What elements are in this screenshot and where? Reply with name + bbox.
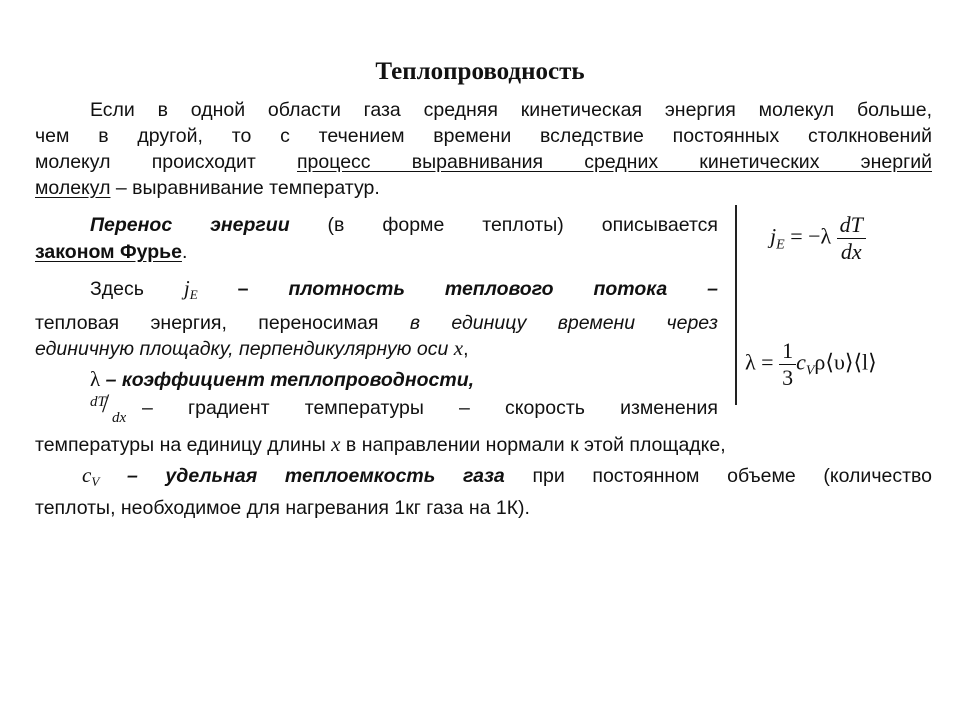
paragraph-3-line-1 xyxy=(90,276,718,307)
fraction-numerator: dT xyxy=(837,212,866,239)
formula-fraction xyxy=(779,338,796,391)
gradient-slash: / xyxy=(102,389,110,418)
italic-phrase: единичную площадку, перпендикулярную оси xyxy=(35,338,449,360)
bold-italic-phrase: плотность теплового потока – xyxy=(288,278,719,300)
paragraph-1-line-2 xyxy=(35,124,932,148)
formula-j: j xyxy=(770,223,777,249)
symbol-subscript: V xyxy=(91,474,100,489)
fraction-numerator: 1 xyxy=(779,338,796,365)
symbol-cV xyxy=(82,463,99,487)
paragraph-2-line-2 xyxy=(35,240,187,264)
italic-phrase: в единицу времени через xyxy=(409,312,718,334)
paragraph-6-line-1 xyxy=(82,463,932,494)
paragraph-5-line-2 xyxy=(35,432,726,457)
bold-italic-phrase: – удельная теплоемкость газа xyxy=(126,465,505,487)
formula-equals: = xyxy=(761,349,774,375)
text-span: – градиент температуры – скорость изменения xyxy=(142,397,718,419)
formula-lambda: λ xyxy=(745,349,756,375)
fraction-denominator: 3 xyxy=(782,365,794,390)
paragraph-1-line-3 xyxy=(35,150,932,174)
text-span: в направлении нормали к этой площадке, xyxy=(345,434,726,456)
text-span: при постоянном объеме (количество xyxy=(532,465,932,487)
fourier-law-link-text: законом Фурье xyxy=(35,241,182,263)
paragraph-2-line-1 xyxy=(90,213,718,237)
symbol-j: j xyxy=(183,276,190,300)
text-span: молекул происходит xyxy=(35,151,256,173)
text-span: Здесь xyxy=(90,278,144,300)
text-span: температуры на единицу длины xyxy=(35,434,326,456)
formula-subscript: V xyxy=(805,363,815,379)
fourier-law-formula xyxy=(770,212,866,265)
formula-rest: ρ⟨υ⟩⟨l⟩ xyxy=(814,349,877,375)
paragraph-1-line-4 xyxy=(35,176,380,200)
paragraph-5-line-1 xyxy=(90,389,718,426)
text-span: чем в другой, то с течением времени вследствие постоянных столкновений xyxy=(35,125,932,147)
bold-italic-phrase: Перенос энергии xyxy=(90,214,290,236)
paragraph-1-line-1 xyxy=(90,98,932,122)
text-span: Если в одной области газа средняя кинетическая энергия молекул больше, xyxy=(90,99,932,121)
text-span: . xyxy=(181,241,188,263)
page-title: Теплопроводность xyxy=(375,58,585,85)
conductivity-formula xyxy=(745,338,877,391)
underlined-phrase: процесс выравнивания средних кинетических энергий xyxy=(297,151,932,173)
text-span: тепловая энергия, переносимая xyxy=(35,312,379,334)
symbol-c: c xyxy=(82,463,92,487)
text-span: теплоты, необходимое для нагревания 1кг газа на 1К). xyxy=(35,497,530,519)
formula-c: c xyxy=(796,349,806,375)
bold-italic-phrase: – коэффициент теплопроводности, xyxy=(105,369,475,391)
symbol-jE xyxy=(184,276,198,300)
dash: – xyxy=(237,278,249,300)
gradient-numerator: dT xyxy=(90,394,106,410)
paragraph-3-line-3 xyxy=(35,336,469,361)
symbol-lambda: λ xyxy=(90,367,101,391)
symbol-x: x xyxy=(331,432,341,456)
paragraph-3-line-2 xyxy=(35,311,718,335)
formula-fraction xyxy=(837,212,866,265)
gradient-denominator: dx xyxy=(112,410,127,426)
underlined-phrase: молекул xyxy=(35,177,111,199)
gradient-symbol xyxy=(90,389,134,426)
text-span: – выравнивание температур. xyxy=(115,177,380,199)
formula-separator xyxy=(735,205,737,405)
formula-equals: = −λ xyxy=(790,223,832,249)
text-span: , xyxy=(463,338,469,360)
symbol-x: x xyxy=(453,336,464,360)
paragraph-4-line-1 xyxy=(90,367,474,392)
paragraph-6-line-2 xyxy=(35,496,530,520)
fraction-denominator: dx xyxy=(840,239,862,264)
text-span: (в форме теплоты) описывается xyxy=(327,214,718,236)
symbol-subscript: E xyxy=(189,287,198,302)
formula-subscript: E xyxy=(776,237,785,253)
